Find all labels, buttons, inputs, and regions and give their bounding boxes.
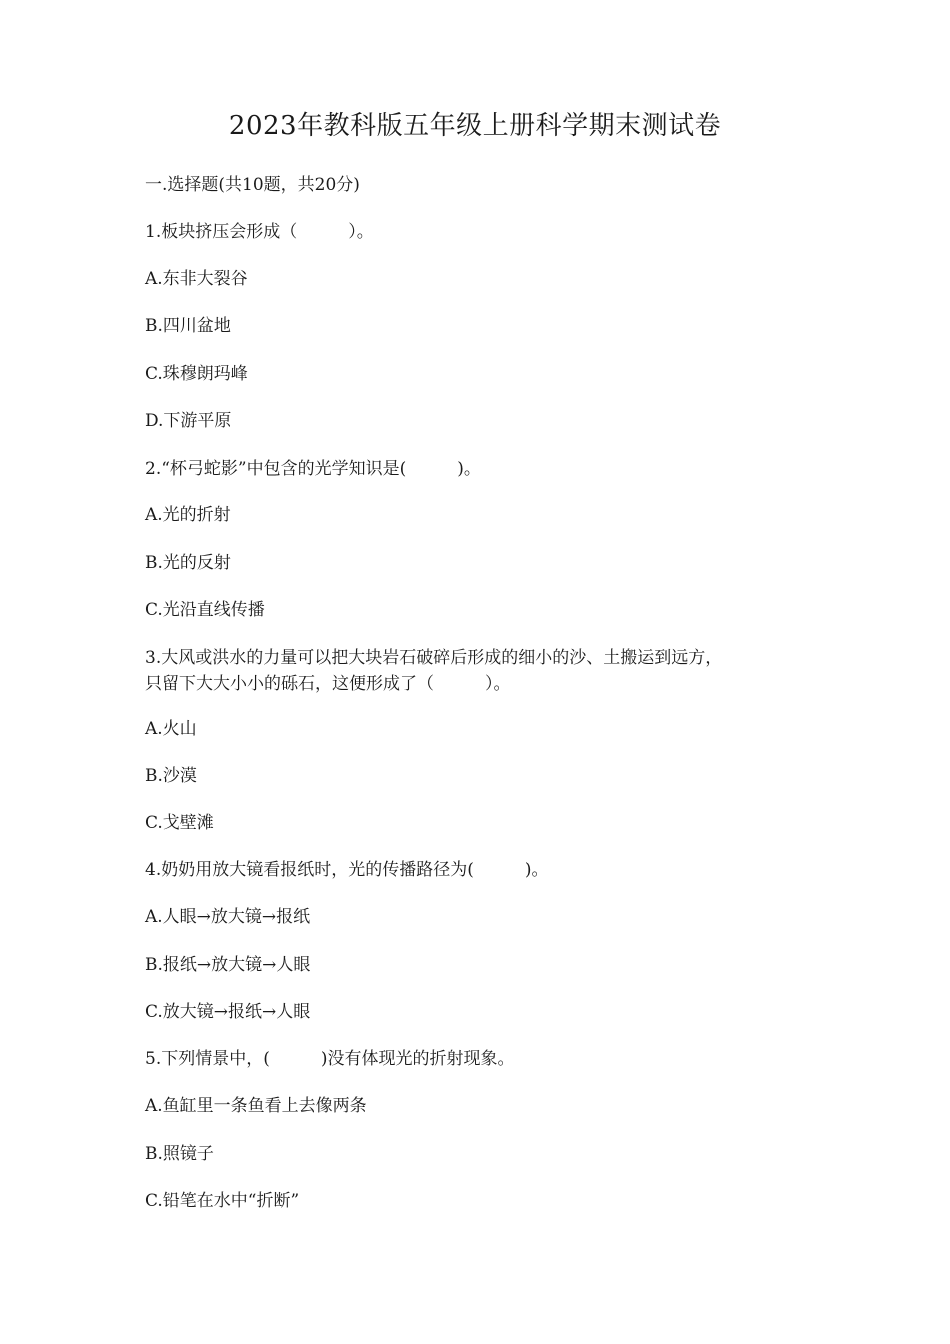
question-1-option-b: B.四川盆地 bbox=[145, 316, 231, 336]
question-2-option-a: A.光的折射 bbox=[145, 505, 231, 525]
question-4-option-b: B.报纸→放大镜→人眼 bbox=[145, 955, 311, 975]
question-3-option-c: C.戈壁滩 bbox=[145, 813, 214, 833]
question-3-stem-line-2: 只留下大大小小的砾石，这便形成了（ ）。 bbox=[145, 674, 511, 694]
question-2-option-c: C.光沿直线传播 bbox=[145, 600, 265, 620]
question-3-stem-line-1: 3.大风或洪水的力量可以把大块岩石破碎后形成的细小的沙、土搬运到远方， bbox=[145, 648, 723, 668]
question-1-stem: 1.板块挤压会形成（ ）。 bbox=[145, 222, 374, 242]
question-2-stem: 2.“杯弓蛇影”中包含的光学知识是( )。 bbox=[145, 459, 481, 479]
exam-title: 2023年教科版五年级上册科学期末测试卷 bbox=[228, 111, 722, 141]
question-5-stem: 5.下列情景中，( )没有体现光的折射现象。 bbox=[145, 1049, 515, 1069]
question-3-option-a: A.火山 bbox=[145, 719, 197, 739]
question-5-option-c: C.铅笔在水中“折断” bbox=[145, 1191, 300, 1211]
question-2-option-b: B.光的反射 bbox=[145, 553, 231, 573]
question-1-option-c: C.珠穆朗玛峰 bbox=[145, 364, 248, 384]
question-4-option-c: C.放大镜→报纸→人眼 bbox=[145, 1002, 311, 1022]
question-5-option-b: B.照镜子 bbox=[145, 1144, 214, 1164]
question-3-option-b: B.沙漠 bbox=[145, 766, 197, 786]
question-5-option-a: A.鱼缸里一条鱼看上去像两条 bbox=[145, 1096, 367, 1116]
question-4-stem: 4.奶奶用放大镜看报纸时，光的传播路径为( )。 bbox=[145, 860, 549, 880]
question-4-option-a: A.人眼→放大镜→报纸 bbox=[145, 907, 311, 927]
section-heading: 一.选择题(共10题，共20分) bbox=[145, 175, 360, 195]
question-1-option-a: A.东非大裂谷 bbox=[145, 269, 248, 289]
question-1-option-d: D.下游平原 bbox=[145, 411, 232, 431]
